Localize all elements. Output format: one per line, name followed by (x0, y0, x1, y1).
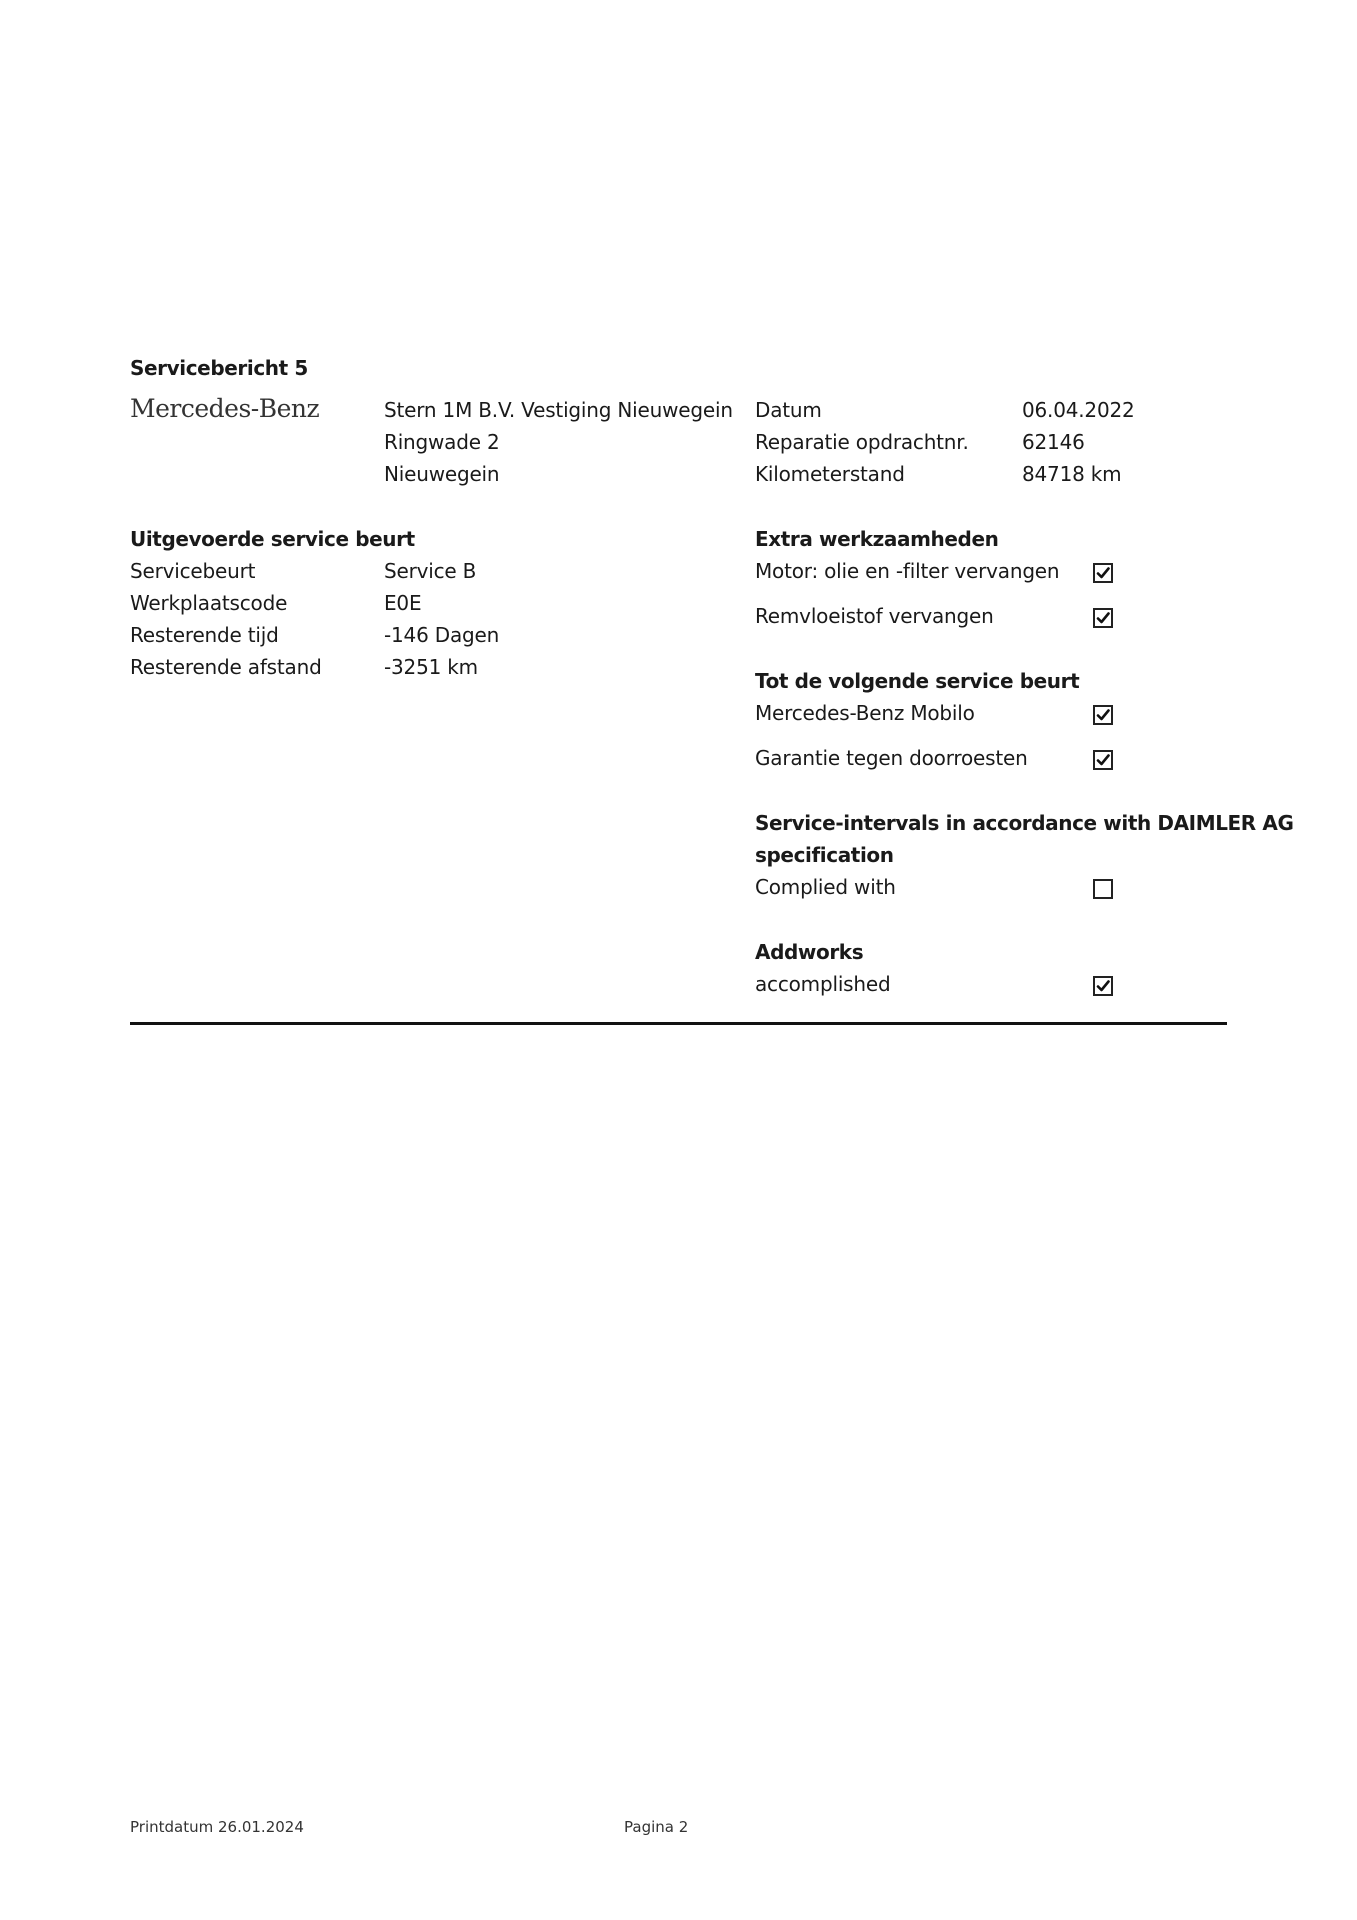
checkmark-icon (1096, 979, 1110, 993)
addworks-item-accomplished: accomplished (755, 972, 891, 996)
checkmark-icon (1096, 753, 1110, 767)
footer-print-date: Printdatum 26.01.2024 (130, 1818, 304, 1836)
addworks-heading: Addworks (755, 940, 864, 964)
checkmark-icon (1096, 566, 1110, 580)
meta-value-date: 06.04.2022 (1022, 398, 1135, 422)
dealer-street: Ringwade 2 (384, 430, 500, 454)
meta-label-date: Datum (755, 398, 822, 422)
checkbox-accomplished[interactable] (1093, 976, 1113, 996)
performed-heading: Uitgevoerde service beurt (130, 527, 415, 551)
intervals-heading-line2: specification (755, 843, 894, 867)
checkmark-icon (1096, 708, 1110, 722)
performed-label-workshop: Werkplaatscode (130, 591, 288, 615)
performed-label-distance: Resterende afstand (130, 655, 322, 679)
intervals-heading-line1: Service-intervals in accordance with DAIMLER AG (755, 811, 1294, 835)
performed-value-time: -146 Dagen (384, 623, 500, 647)
meta-value-order: 62146 (1022, 430, 1085, 454)
meta-label-order: Reparatie opdrachtnr. (755, 430, 969, 454)
footer-page-number: Pagina 2 (624, 1818, 689, 1836)
extra-work-item-oil: Motor: olie en -filter vervangen (755, 559, 1060, 583)
intervals-item-complied: Complied with (755, 875, 896, 899)
brand-logo: Mercedes-Benz (130, 394, 320, 423)
dealer-city: Nieuwegein (384, 462, 500, 486)
next-service-item-rust: Garantie tegen doorroesten (755, 746, 1028, 770)
checkbox-oil[interactable] (1093, 563, 1113, 583)
meta-value-mileage: 84718 km (1022, 462, 1122, 486)
checkmark-icon (1096, 611, 1110, 625)
checkbox-mobilo[interactable] (1093, 705, 1113, 725)
meta-label-mileage: Kilometerstand (755, 462, 905, 486)
dealer-name: Stern 1M B.V. Vestiging Nieuwegein (384, 398, 733, 422)
report-title: Servicebericht 5 (130, 356, 308, 380)
checkbox-brake-fluid[interactable] (1093, 608, 1113, 628)
performed-label-service: Servicebeurt (130, 559, 256, 583)
performed-value-service: Service B (384, 559, 477, 583)
checkbox-rust[interactable] (1093, 750, 1113, 770)
performed-value-workshop: E0E (384, 591, 422, 615)
checkbox-complied[interactable] (1093, 879, 1113, 899)
next-service-heading: Tot de volgende service beurt (755, 669, 1080, 693)
section-divider (130, 1022, 1227, 1025)
performed-label-time: Resterende tijd (130, 623, 279, 647)
extra-work-item-brake-fluid: Remvloeistof vervangen (755, 604, 994, 628)
performed-value-distance: -3251 km (384, 655, 478, 679)
extra-work-heading: Extra werkzaamheden (755, 527, 999, 551)
next-service-item-mobilo: Mercedes-Benz Mobilo (755, 701, 975, 725)
